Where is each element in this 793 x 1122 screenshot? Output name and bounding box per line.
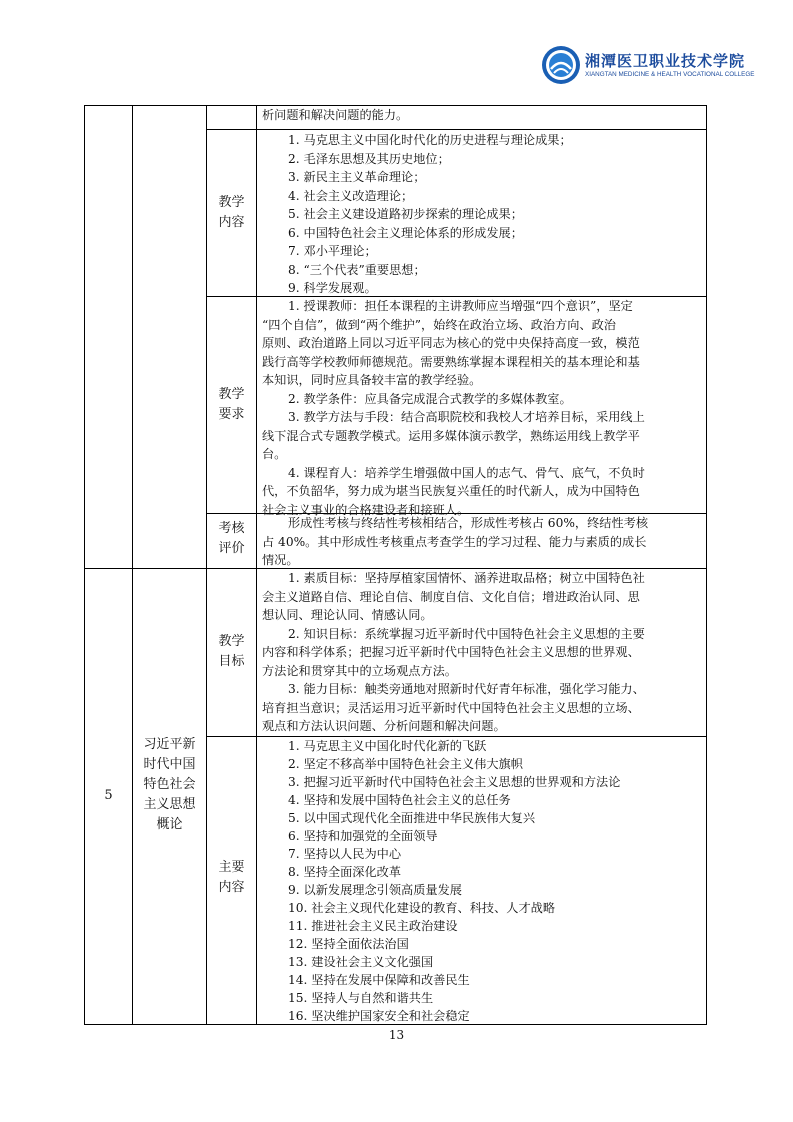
list-item: 7. 邓小平理论；	[288, 244, 377, 258]
teaching-content-label: 教学 内容	[218, 195, 245, 230]
list-item: 8. 坚持全面深化改革	[288, 865, 402, 879]
logo-en-text: XIANGTAN MEDICINE & HEALTH VOCATIONAL COLLEGE	[585, 71, 755, 78]
list-item: 4. 坚持和发展中国特色社会主义的总任务	[288, 793, 511, 807]
list-item: 8. “三个代表”重要思想；	[288, 262, 426, 277]
course-name: 习近平新 时代中国 特色社会 主义思想 概论	[143, 737, 196, 832]
list-item: 9. 以新发展理念引领高质量发展	[288, 883, 462, 897]
list-item: 1. 马克思主义中国化时代化新的飞跃	[288, 739, 487, 753]
college-emblem-icon	[541, 45, 581, 85]
paragraph-line: 会主义道路自信、理论自信、制度自信、文化自信；增进政治认同、思	[262, 589, 640, 604]
main-content-list	[288, 737, 620, 1025]
paragraph-line: 原则、政治道路上同以习近平同志为核心的党中央保持高度一致，模范	[262, 336, 640, 350]
list-item: 2. 毛泽东思想及其历史地位；	[288, 151, 450, 166]
paragraph-line: 形成性考核与终结性考核相结合，形成性考核占 60%，终结性考核	[288, 516, 649, 530]
paragraph-line: 方法论和贯穿其中的立场观点方法。	[262, 663, 457, 678]
paragraph-line: 社会主义事业的合格建设者和接班人。	[262, 502, 470, 517]
top-fragment-text: 析问题和解决问题的能力。	[262, 108, 409, 122]
page-number: 13	[388, 1028, 405, 1042]
assessment-label: 考核 评价	[218, 521, 245, 556]
paragraph-line: 观点和方法认识问题、分析问题和解决问题。	[262, 719, 506, 733]
college-logo	[541, 45, 755, 89]
list-item: 2. 坚定不移高举中国特色社会主义伟大旗帜	[288, 757, 523, 771]
paragraph-line: 想认同、理论认同、情感认同。	[262, 608, 433, 622]
paragraph-line: 本知识，同时应具备较丰富的教学经验。	[262, 373, 482, 387]
paragraph-line: 1. 授课教师：担任本课程的主讲教师应当增强“四个意识”，坚定	[288, 299, 633, 313]
list-item: 5. 社会主义建设道路初步探索的理论成果；	[288, 207, 523, 221]
list-item: 15. 坚持人与自然和谐共生	[288, 991, 434, 1005]
assessment-text	[262, 514, 648, 570]
list-item: 6. 中国特色社会主义理论体系的形成发展；	[288, 225, 523, 240]
teaching-objectives-text	[262, 569, 645, 736]
list-item: 3. 新民主主义革命理论；	[288, 170, 426, 184]
paragraph-line: 2. 知识目标：系统掌握习近平新时代中国特色社会主义思想的主要	[288, 626, 645, 641]
paragraph-line: 1. 素质目标：坚持厚植家国情怀、涵养进取品格；树立中国特色社	[288, 571, 645, 585]
list-item: 3. 把握习近平新时代中国特色社会主义思想的世界观和方法论	[288, 775, 621, 789]
paragraph-line: 占 40%。其中形成性考核重点考查学生的学习过程、能力与素质的成长	[262, 534, 647, 549]
paragraph-line: 3. 能力目标：触类旁通地对照新时代好青年标准，强化学习能力、	[288, 682, 645, 696]
list-item: 12. 坚持全面依法治国	[288, 937, 409, 951]
list-item: 1. 马克思主义中国化时代化的历史进程与理论成果；	[288, 133, 572, 147]
teaching-requirements-label: 教学 要求	[218, 387, 245, 422]
paragraph-line: 台。	[262, 447, 287, 461]
main-content-label: 主要 内容	[218, 860, 245, 895]
list-item: 7. 坚持以人民为中心	[288, 847, 402, 861]
paragraph-line: 培育担当意识；灵活运用习近平新时代中国特色社会主义思想的立场、	[262, 700, 640, 715]
list-item: 16. 坚决维护国家安全和社会稳定	[288, 1009, 470, 1023]
teaching-objectives-label: 教学 目标	[218, 634, 245, 669]
paragraph-line: 线下混合式专题教学模式。运用多媒体演示教学，熟练运用线上教学平	[262, 428, 640, 443]
paragraph-line: 2. 教学条件：应具备完成混合式教学的多媒体教室。	[288, 391, 572, 406]
paragraph-line: 情况。	[262, 553, 299, 567]
list-item: 13. 建设社会主义文化强国	[288, 955, 434, 969]
logo-cn-text: 湘潭医卫职业技术学院	[585, 52, 746, 70]
list-item: 10. 社会主义现代化建设的教育、科技、人才战略	[288, 901, 556, 915]
paragraph-line: 代，不负韶华，努力成为堪当民族复兴重任的时代新人，成为中国特色	[262, 484, 640, 498]
list-item: 11. 推进社会主义民主政治建设	[288, 919, 458, 933]
paragraph-line: “四个自信”，做到“两个维护”，始终在政治立场、政治方向、政治	[262, 317, 616, 332]
list-item: 4. 社会主义改造理论；	[288, 188, 414, 203]
course-number: 5	[104, 788, 113, 803]
list-item: 5. 以中国式现代化全面推进中华民族伟大复兴	[288, 811, 536, 825]
list-item: 9. 科学发展观。	[288, 281, 377, 295]
paragraph-line: 内容和科学体系；把握习近平新时代中国特色社会主义思想的世界观、	[262, 645, 640, 659]
paragraph-line: 4. 课程育人：培养学生增强做中国人的志气、骨气、底气，不负时	[288, 465, 645, 480]
list-item: 14. 坚持在发展中保障和改善民生	[288, 973, 470, 987]
paragraph-line: 践行高等学校教师师德规范。需要熟练掌握本课程相关的基本理论和基	[262, 354, 640, 369]
teaching-content-list	[288, 131, 572, 298]
list-item: 6. 坚持和加强党的全面领导	[288, 829, 438, 843]
teaching-requirements-text	[262, 297, 645, 519]
paragraph-line: 3. 教学方法与手段：结合高职院校和我校人才培养目标，采用线上	[288, 410, 645, 424]
